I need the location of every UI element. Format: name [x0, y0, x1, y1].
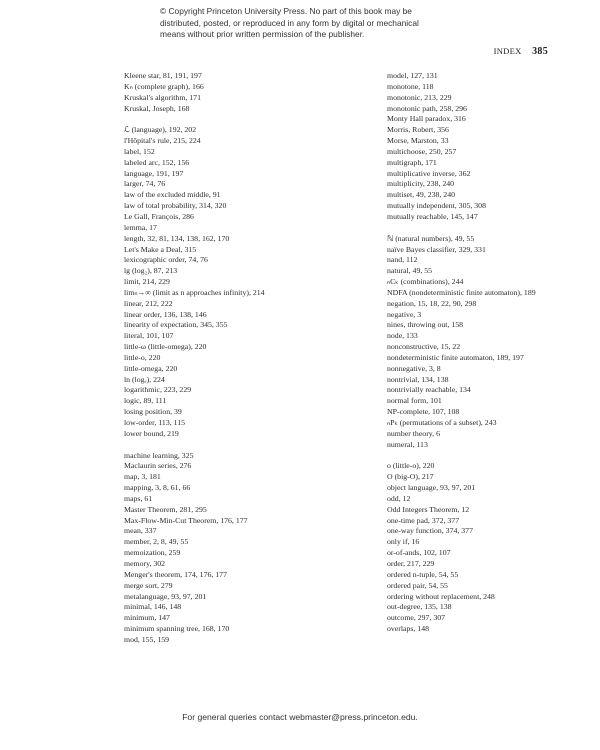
- index-entry: ordering without replacement, 248: [387, 591, 495, 601]
- index-entry: mod, 155, 159: [124, 634, 170, 644]
- index-entry: logic, 89, 111: [124, 396, 167, 406]
- index-entry: little-omega, 220: [124, 363, 178, 373]
- index-entry: ln (logₑ), 224: [124, 374, 165, 384]
- index-entry: Monty Hall paradox, 316: [387, 114, 466, 124]
- index-entry: losing position, 39: [124, 407, 182, 417]
- index-entry: order, 217, 229: [387, 558, 435, 568]
- index-entry: negative, 3: [387, 309, 422, 319]
- index-entry: multiplicity, 238, 240: [387, 179, 455, 189]
- index-entry: number theory, 6: [387, 428, 440, 438]
- index-entry: language, 191, 197: [124, 168, 184, 178]
- index-entry: memoization, 259: [124, 548, 181, 558]
- index-entry: lower bound, 219: [124, 428, 179, 438]
- index-entry: one-time pad, 372, 377: [387, 515, 460, 525]
- index-entry: limit, 214, 229: [124, 277, 170, 287]
- index-entry: nontrivial, 134, 138: [387, 374, 449, 384]
- index-entry: lexicographic order, 74, 76: [124, 255, 208, 265]
- index-entry: overlaps, 148: [387, 624, 430, 634]
- index-entry: Maclaurin series, 276: [124, 461, 192, 471]
- index-entry: nondeterministic finite automaton, 189, 197: [387, 352, 524, 362]
- index-column-right: [387, 71, 557, 635]
- index-entry: label, 152: [124, 146, 155, 156]
- index-entry: Max-Flow-Min-Cut Theorem, 176, 177: [124, 515, 248, 525]
- index-entry: Let's Make a Deal, 315: [124, 244, 197, 254]
- index-entry: member, 2, 8, 49, 55: [124, 537, 189, 547]
- index-entry: out-degree, 135, 138: [387, 602, 452, 612]
- index-entry: natural, 49, 55: [387, 266, 433, 276]
- index-entry: law of the excluded middle, 91: [124, 190, 221, 200]
- index-entry: ordered n-tuple, 54, 55: [387, 569, 459, 579]
- index-entry: Kruskal's algorithm, 171: [124, 92, 201, 102]
- index-entry: numeral, 113: [387, 439, 428, 449]
- index-entry: one-way function, 374, 377: [387, 526, 473, 536]
- index-entry: machine learning, 325: [124, 450, 194, 460]
- index-entry: nand, 112: [387, 255, 418, 265]
- index-entry: monotonic, 213, 229: [387, 92, 452, 102]
- index-entry: mean, 337: [124, 526, 157, 536]
- index-entry: only if, 16: [387, 537, 420, 547]
- index-entry: labeled arc, 152, 156: [124, 157, 190, 167]
- index-entry: ℒ (language), 192, 202: [124, 125, 197, 135]
- index-entry: lg (log₂), 87, 213: [124, 266, 178, 276]
- section-title: INDEX: [493, 46, 522, 56]
- index-entry: maps, 61: [124, 493, 153, 503]
- footer-contact: For general queries contact webmaster@press.princeton.edu.: [182, 712, 418, 722]
- index-entry: minimal, 146, 148: [124, 602, 182, 612]
- index-entry: Morse, Marston, 33: [387, 136, 449, 146]
- index-entry: Master Theorem, 281, 295: [124, 504, 207, 514]
- page-number: 385: [532, 46, 548, 57]
- index-entry: larger, 74, 76: [124, 179, 166, 189]
- index-entry: Morris, Robert, 356: [387, 125, 449, 135]
- index-entry: little-ω (little-omega), 220: [124, 342, 207, 352]
- index-entry: mutually reachable, 145, 147: [387, 211, 478, 221]
- group-spacer: [387, 451, 557, 462]
- index-entry: linearity of expectation, 345, 355: [124, 320, 228, 330]
- index-entry: Menger's theorem, 174, 176, 177: [124, 569, 227, 579]
- index-entry: monotone, 118: [387, 81, 434, 91]
- index-entry: lemma, 17: [124, 222, 157, 232]
- index-entry: Kₙ (complete graph), 166: [124, 81, 204, 91]
- index-entry: nines, throwing out, 158: [387, 320, 464, 330]
- index-entry: merge sort, 279: [124, 580, 173, 590]
- index-entry: minimum spanning tree, 168, 170: [124, 624, 230, 634]
- running-header: [494, 46, 548, 57]
- index-entry: node, 133: [387, 331, 418, 341]
- index-entry: model, 127, 131: [387, 71, 438, 80]
- index-entry: minimum, 147: [124, 613, 170, 623]
- copyright-line: © Copyright Princeton University Press. No part of this book may be: [160, 6, 412, 16]
- index-entry: ℕ (natural numbers), 49, 55: [387, 233, 475, 243]
- index-entry: multigraph, 171: [387, 157, 437, 167]
- index-entry: o (little-o), 220: [387, 461, 435, 471]
- index-entry: metalanguage, 93, 97, 201: [124, 591, 207, 601]
- index-entry: mutually independent, 305, 308: [387, 201, 486, 211]
- index-entry: normal form, 101: [387, 396, 442, 406]
- group-spacer: [124, 440, 344, 451]
- index-entry: l'Hôpital's rule, 215, 224: [124, 136, 201, 146]
- index-entry: nonconstructive, 15, 22: [387, 342, 461, 352]
- index-entry: or-of-ands, 102, 107: [387, 548, 451, 558]
- group-spacer: [387, 223, 557, 234]
- copyright-line: distributed, posted, or reproduced in any form by digital or mechanical: [160, 17, 419, 28]
- index-entry: ₙCₖ (combinations), 244: [387, 277, 464, 287]
- index-entry: little-o, 220: [124, 352, 161, 362]
- copyright-notice: [160, 6, 460, 41]
- index-entry: Kleene star, 81, 191, 197: [124, 71, 202, 80]
- index-entry: nonnegative, 3, 8: [387, 363, 441, 373]
- index-entry: Le Gall, François, 286: [124, 211, 194, 221]
- index-entry: ordered pair, 54, 55: [387, 580, 448, 590]
- index-entry: negation, 15, 18, 22, 90, 298: [387, 298, 477, 308]
- index-entry: memory, 302: [124, 558, 166, 568]
- index-entry: Kruskal, Joseph, 168: [124, 103, 190, 113]
- index-column-left: [124, 71, 344, 646]
- index-entry: multiset, 49, 238, 240: [387, 190, 456, 200]
- index-entry: multiplicative inverse, 362: [387, 168, 471, 178]
- index-entry: literal, 101, 107: [124, 331, 174, 341]
- group-spacer: [124, 114, 344, 125]
- index-entry: naïve Bayes classifier, 329, 331: [387, 244, 486, 254]
- copyright-line: means without prior written permission of the publisher.: [160, 29, 365, 39]
- index-entry: nontrivially reachable, 134: [387, 385, 471, 395]
- index-entry: logarithmic, 223, 229: [124, 385, 192, 395]
- index-entry: low-order, 113, 115: [124, 418, 186, 427]
- index-entry: linear, 212, 222: [124, 298, 173, 308]
- index-entry: map, 3, 181: [124, 472, 161, 482]
- index-entry: monotonic path, 258, 296: [387, 103, 467, 113]
- index-entry: law of total probability, 314, 320: [124, 201, 227, 211]
- index-entry: limₙ→∞ (limit as n approaches infinity), 214: [124, 287, 265, 297]
- index-entry: NP-complete, 107, 108: [387, 407, 460, 417]
- index-entry: O (big-O), 217: [387, 472, 434, 482]
- index-entry: length, 32, 81, 134, 138, 162, 170: [124, 233, 230, 243]
- index-entry: linear order, 136, 138, 146: [124, 309, 207, 319]
- index-entry: ₙPₖ (permutations of a subset), 243: [387, 418, 497, 427]
- index-entry: object language, 93, 97, 201: [387, 483, 476, 493]
- index-entry: multichoose, 250, 257: [387, 146, 457, 156]
- index-entry: odd, 12: [387, 493, 411, 503]
- index-entry: Odd Integers Theorem, 12: [387, 504, 470, 514]
- index-entry: outcome, 297, 307: [387, 613, 446, 623]
- index-entry: NDFA (nondeterministic finite automaton), 189: [387, 287, 536, 297]
- index-entry: mapping, 3, 8, 61, 66: [124, 483, 191, 493]
